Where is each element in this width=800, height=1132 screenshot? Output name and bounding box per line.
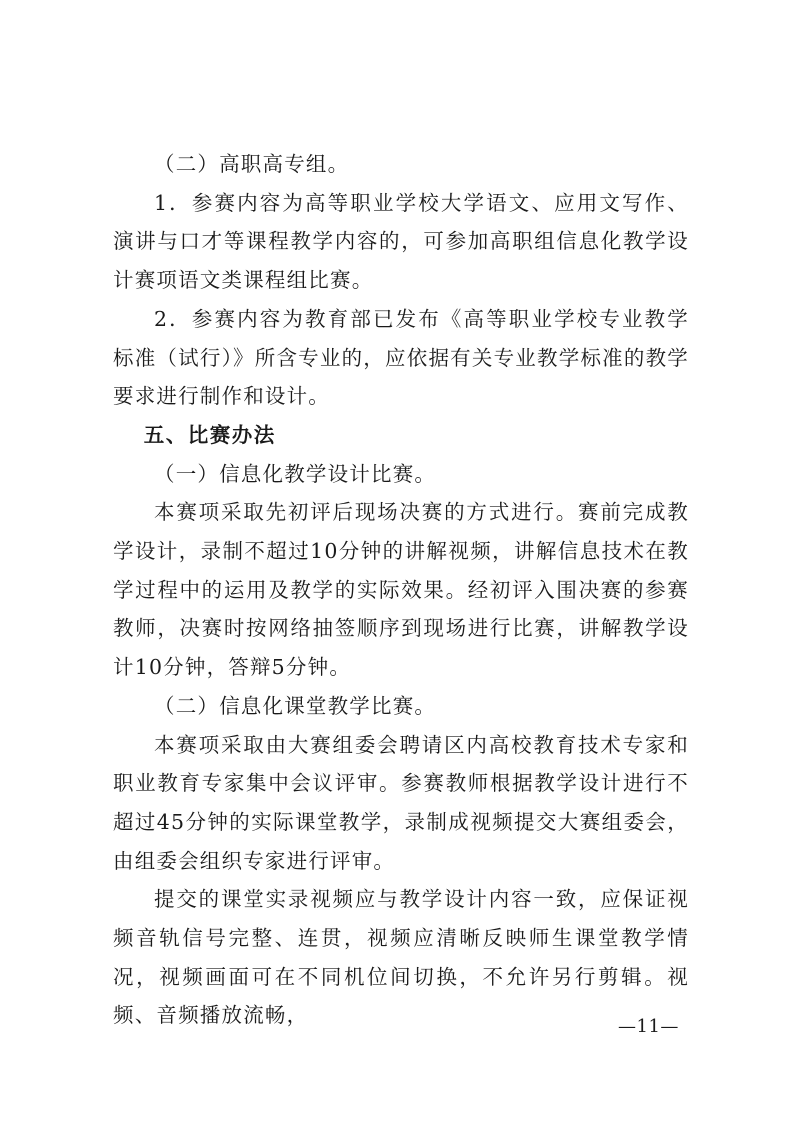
section-heading-competition-method: 五、比赛办法 [143, 422, 276, 447]
subsection-heading-classroom: （二）信息化课堂教学比赛。 [154, 693, 437, 718]
paragraph-classroom-method: 本赛项采取由大赛组委会聘请区内高校教育技术专家和职业教育专家集中会议评审。参赛教师根据教学设计进行不超过45分钟的实际课堂教学，录制成视频提交大赛组委会，由组委会组织专家进行评审。 [113, 732, 689, 873]
subsection-heading-design: （一）信息化教学设计比赛。 [154, 461, 437, 486]
paragraph-video-requirements: 提交的课堂实录视频应与教学设计内容一致，应保证视频音轨信号完整、连贯，视频应清晰反映师生课堂教学情况，视频画面可在不同机位间切换，不允许另行剪辑。视频、音频播放流畅， [113, 887, 689, 1028]
paragraph-item-2: 2．参赛内容为教育部已发布《高等职业学校专业教学标准（试行）》所含专业的，应依据有关专业教学标准的教学要求进行制作和设计。 [113, 306, 689, 409]
page-number: —11— [618, 1016, 679, 1037]
paragraph-item-1: 1．参赛内容为高等职业学校大学语文、应用文写作、演讲与口才等课程教学内容的，可参加高职组信息化教学设计赛项语文类课程组比赛。 [113, 190, 689, 293]
body-text [113, 145, 689, 1035]
paragraph-design-method: 本赛项采取先初评后现场决赛的方式进行。赛前完成教学设计，录制不超过10分钟的讲解视频，讲解信息技术在教学过程中的运用及教学的实际效果。经初评入围决赛的参赛教师，决赛时按网络抽签顺序到现场进行比赛，讲解教学设计10分钟，答辩5分钟。 [113, 500, 689, 680]
subsection-heading-vocational: （二）高职高专组。 [154, 152, 350, 176]
